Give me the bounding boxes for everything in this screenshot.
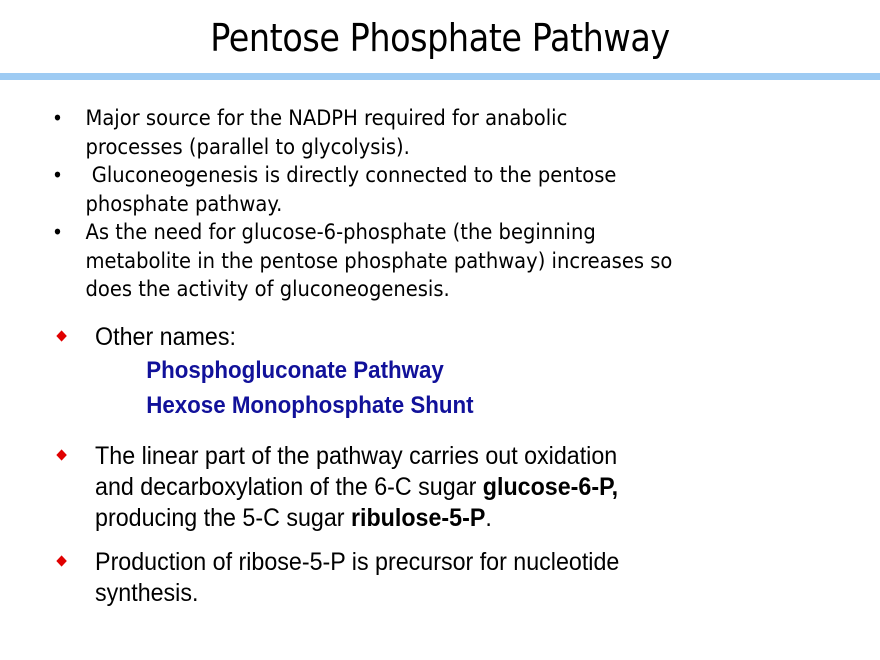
bullet-dot-icon: •	[52, 220, 63, 244]
bullet-text: Gluconeogenesis is directly connected to the pentose	[85, 163, 617, 187]
bullet-text	[95, 472, 781, 503]
bullet-gluconeogenesis	[52, 161, 796, 218]
bullet-nadph	[52, 104, 796, 161]
bullet-text: does the activity of gluconeogenesis.	[85, 277, 450, 301]
text-segment: .	[485, 504, 492, 532]
other-names-section	[56, 322, 836, 423]
bullet-text: Production of ribose-5-P is precursor for nucleotide	[95, 548, 620, 576]
text-segment: producing the 5-C sugar	[95, 504, 351, 532]
red-diamond-bullet-icon	[56, 330, 67, 341]
alt-name-hmp-shunt: Hexose Monophosphate Shunt	[146, 392, 474, 419]
alt-name-phosphogluconate: Phosphogluconate Pathway	[146, 357, 444, 384]
bullet-linear-part	[56, 441, 781, 534]
bullet-text: The linear part of the pathway carries out oxidation	[95, 442, 618, 470]
other-names-label: Other names:	[95, 323, 236, 351]
linear-part-section	[56, 441, 836, 534]
text-segment: and decarboxylation of the 6-C sugar	[95, 473, 483, 501]
bullet-text: metabolite in the pentose phosphate pathway) increases so	[85, 248, 673, 273]
bullet-text: As the need for glucose-6-phosphate (the beginning	[85, 220, 596, 244]
bullet-text: phosphate pathway.	[85, 191, 283, 216]
bullet-dot-icon: •	[52, 163, 63, 187]
ribulose-5-p-term: ribulose-5-P	[350, 504, 486, 532]
bullet-g6p-need	[52, 218, 796, 304]
bullet-ribose	[56, 547, 781, 609]
bullet-dot-icon: •	[52, 106, 63, 130]
title-underline-rule	[0, 73, 880, 80]
top-bullet-list	[52, 104, 852, 304]
slide-title: Pentose Phosphate Pathway	[210, 16, 670, 60]
ribose-section	[56, 547, 836, 609]
bullet-text	[95, 503, 781, 534]
red-diamond-bullet-icon	[56, 449, 67, 460]
bullet-text: synthesis.	[95, 579, 199, 607]
bullet-text: processes (parallel to glycolysis).	[85, 134, 410, 159]
bullet-text: Major source for the NADPH required for anabolic	[85, 106, 568, 130]
red-diamond-bullet-icon	[56, 555, 67, 566]
bullet-other-names	[56, 322, 781, 423]
glucose-6-p-term: glucose-6-P,	[482, 473, 619, 501]
